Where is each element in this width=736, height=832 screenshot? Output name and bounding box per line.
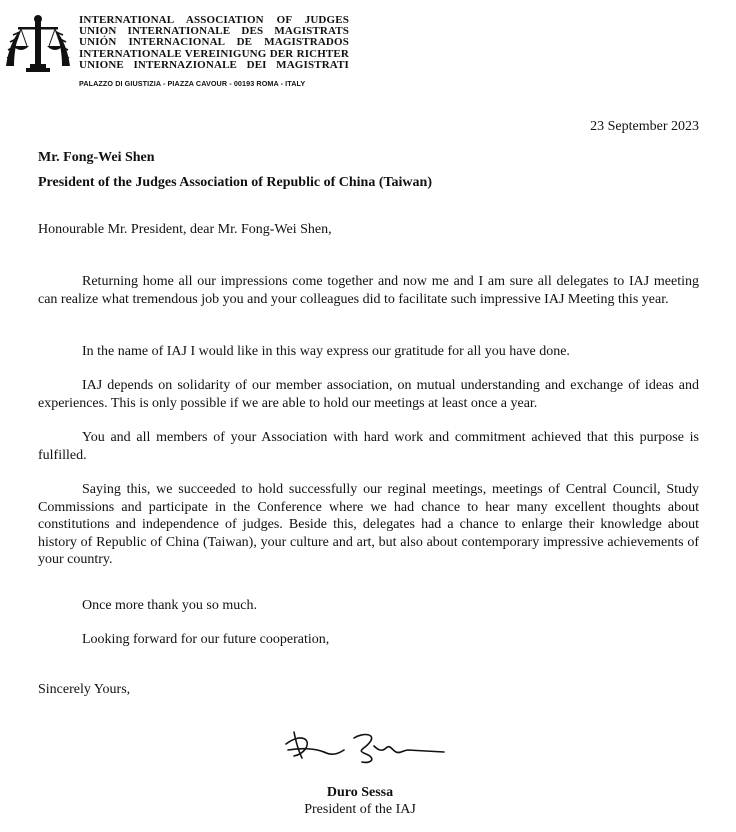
recipient-block: [38, 145, 432, 195]
body-paragraph: You and all members of your Association with hard work and commitment achieved that this purpose is fulfilled.: [38, 430, 699, 463]
closing-line: Once more thank you so much.: [82, 598, 257, 613]
closing-line: Looking forward for our future cooperation,: [82, 632, 330, 647]
body-paragraph: In the name of IAJ I would like in this way express our gratitude for all you have done.: [82, 344, 570, 359]
letter-date: 23 September 2023: [590, 119, 699, 134]
scales-of-justice-icon: [4, 14, 72, 74]
letterhead: [0, 0, 736, 100]
org-name-fr: UNION INTERNATIONALE DES MAGISTRATS: [79, 25, 349, 38]
letterhead-address: PALAZZO DI GIUSTIZIA - PIAZZA CAVOUR - 00193 ROMA - ITALY: [79, 79, 306, 88]
organization-names: [79, 15, 349, 71]
body-paragraph: Saying this, we succeeded to hold successfully our reginal meetings, meetings of Central Council, Study Commissions and participate in the Conference where we had chance to hear many excellent thoughts about constitutions and independence of judges. Beside this, delegates had a chance to enlarge their knowledge about history of Republic of China (Taiwan), your culture and art, but also about contemporary impressive achievements of your country.: [38, 482, 699, 567]
sign-off: Sincerely Yours,: [38, 682, 131, 697]
handwritten-signature: [280, 728, 450, 772]
body-paragraph: IAJ depends on solidarity of our member association, on mutual understanding and exchange of ideas and experiences. This is only possible if we are able to hold our meetings at least once a year.: [38, 378, 699, 411]
salutation: Honourable Mr. President, dear Mr. Fong-Wei Shen,: [38, 222, 332, 237]
recipient-name: Mr. Fong-Wei Shen: [38, 150, 155, 165]
org-name-de: INTERNATIONALE VEREINIGUNG DER RICHTER: [79, 47, 349, 60]
org-name-it: UNIONE INTERNAZIONALE DEI MAGISTRATI: [79, 58, 349, 71]
body-paragraph: Returning home all our impressions come together and now me and I am sure all delegates to IAJ meeting can realize what tremendous job you and your colleagues did to facilitate such impressive IAJ Meeting this year.: [38, 274, 699, 307]
recipient-title: President of the Judges Association of Republic of China (Taiwan): [38, 175, 432, 190]
org-name-en: INTERNATIONAL ASSOCIATION OF JUDGES: [79, 14, 349, 26]
signer-name: Duro Sessa: [326, 785, 394, 800]
signer-title: President of the IAJ: [304, 802, 416, 817]
org-name-es: UNIÓN INTERNACIONAL DE MAGISTRADOS: [79, 36, 349, 49]
